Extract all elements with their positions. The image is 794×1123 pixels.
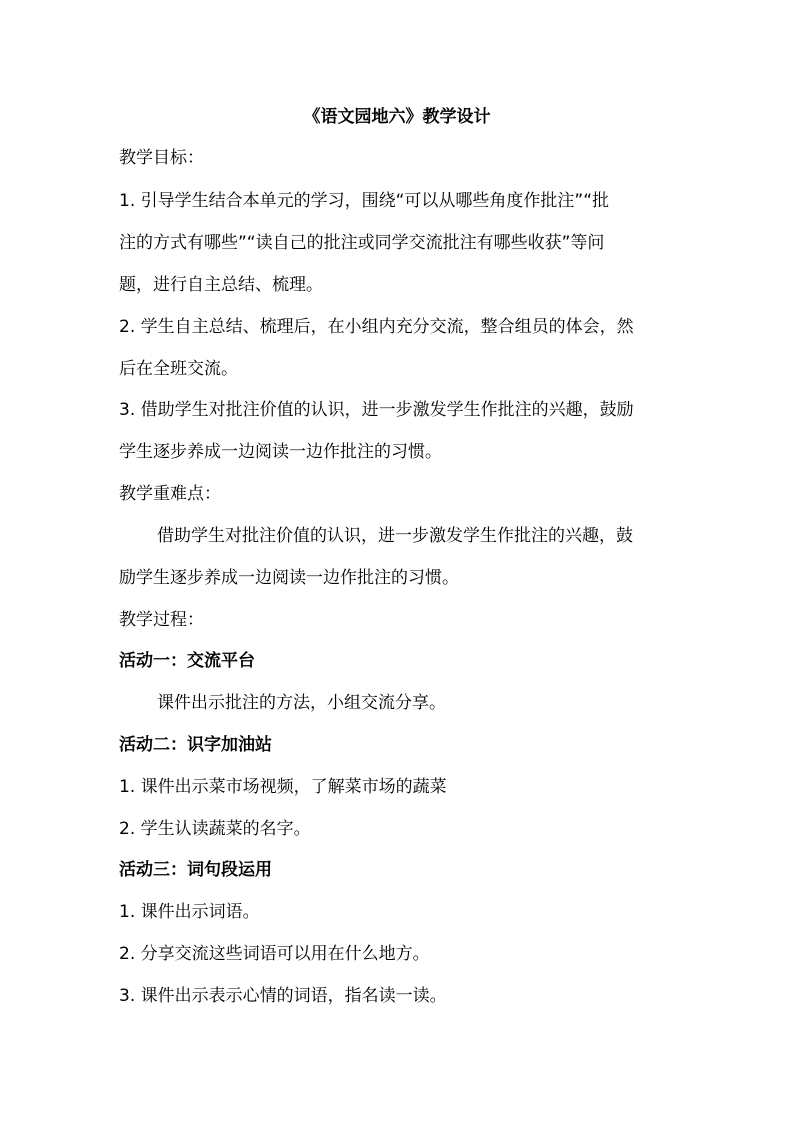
objective-3-line-2: 学生逐步养成一边阅读一边作批注的习惯。 [119,442,442,462]
objective-3-line-1: 3. 借助学生对批注价值的认识，进一步激发学生作批注的兴趣，鼓励 [119,400,634,420]
document-title: 《语文园地六》教学设计 [303,107,491,127]
activity-1-item-1: 课件出示批注的方法，小组交流分享。 [157,693,446,713]
activity-3-item-1: 1. 课件出示词语。 [119,902,260,922]
key-points-heading: 教学重难点： [119,484,221,504]
objective-2-line-1: 2. 学生自主总结、梳理后，在小组内充分交流，整合组员的体会，然 [119,317,634,337]
objective-2-line-2: 后在全班交流。 [119,359,238,379]
key-points-line-2: 励学生逐步养成一边阅读一边作批注的习惯。 [119,568,459,588]
activity-3-item-3: 3. 课件出示表示心情的词语，指名读一读。 [119,986,447,1006]
objective-1-line-2: 注的方式有哪些”“读自己的批注或同学交流批注有哪些收获”等问 [119,233,605,253]
objective-1-line-3: 题，进行自主总结、梳理。 [119,275,323,295]
activity-1-title: 活动一：交流平台 [119,651,255,671]
activity-2-item-2: 2. 学生认读蔬菜的名字。 [119,819,311,839]
objective-1-line-1: 1. 引导学生结合本单元的学习，围绕“可以从哪些角度作批注”“批 [119,191,610,211]
process-heading: 教学过程： [119,610,204,630]
key-points-line-1: 借助学生对批注价值的认识，进一步激发学生作批注的兴趣，鼓 [157,526,633,546]
activity-2-item-1: 1. 课件出示菜市场视频，了解菜市场的蔬菜 [119,777,447,797]
objectives-heading: 教学目标： [119,148,204,168]
activity-3-item-2: 2. 分享交流这些词语可以用在什么地方。 [119,944,430,964]
activity-2-title: 活动二：识字加油站 [119,735,272,755]
activity-3-title: 活动三：词句段运用 [119,860,272,880]
